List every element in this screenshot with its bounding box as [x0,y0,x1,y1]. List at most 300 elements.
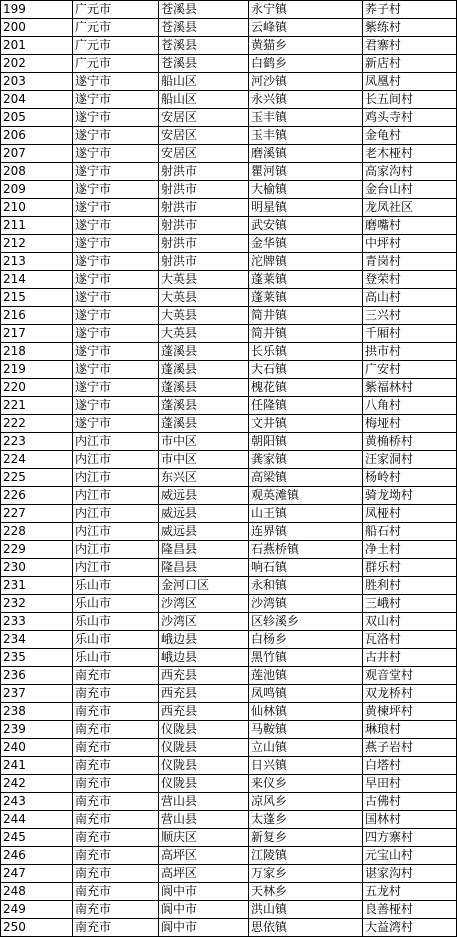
city-cell: 内江市 [73,469,159,487]
row-number-cell: 211 [1,217,73,235]
table-row [1,595,457,613]
county-cell: 西充县 [159,685,249,703]
city-cell: 遂宁市 [73,109,159,127]
table-row [1,685,457,703]
village-cell: 早田村 [363,775,457,793]
county-cell: 威远县 [159,487,249,505]
row-number-cell: 217 [1,325,73,343]
row-number-cell: 235 [1,649,73,667]
city-cell: 南充市 [73,757,159,775]
county-cell: 峨边县 [159,631,249,649]
city-cell: 南充市 [73,865,159,883]
row-number-cell: 215 [1,289,73,307]
county-cell: 船山区 [159,91,249,109]
row-number-cell: 249 [1,901,73,919]
county-cell: 高坪区 [159,847,249,865]
table-row [1,829,457,847]
city-cell: 遂宁市 [73,91,159,109]
county-cell: 营山县 [159,811,249,829]
table-row [1,415,457,433]
village-cell: 大益湾村 [363,919,457,937]
township-cell: 山王镇 [249,505,363,523]
table-row [1,739,457,757]
table-row [1,235,457,253]
city-cell: 遂宁市 [73,199,159,217]
table-row [1,775,457,793]
city-cell: 遂宁市 [73,415,159,433]
township-cell: 云峰镇 [249,19,363,37]
township-cell: 任隆镇 [249,397,363,415]
city-cell: 广元市 [73,55,159,73]
row-number-cell: 225 [1,469,73,487]
city-cell: 南充市 [73,919,159,937]
city-cell: 遂宁市 [73,307,159,325]
village-cell: 燕子岩村 [363,739,457,757]
row-number-cell: 228 [1,523,73,541]
township-cell: 蓬莱镇 [249,271,363,289]
township-cell: 莲池镇 [249,667,363,685]
city-cell: 广元市 [73,19,159,37]
table-row [1,847,457,865]
city-cell: 遂宁市 [73,145,159,163]
table-row [1,361,457,379]
city-cell: 遂宁市 [73,73,159,91]
row-number-cell: 240 [1,739,73,757]
city-cell: 南充市 [73,739,159,757]
row-number-cell: 238 [1,703,73,721]
township-cell: 龚家镇 [249,451,363,469]
row-number-cell: 234 [1,631,73,649]
township-cell: 大榆镇 [249,181,363,199]
city-cell: 遂宁市 [73,325,159,343]
village-cell: 磨嘴村 [363,217,457,235]
county-cell: 阆中市 [159,901,249,919]
city-cell: 内江市 [73,541,159,559]
village-cell: 荞子村 [363,1,457,19]
county-cell: 营山县 [159,793,249,811]
township-cell: 太蓬乡 [249,811,363,829]
row-number-cell: 245 [1,829,73,847]
village-cell: 八角村 [363,397,457,415]
village-cell: 千厢村 [363,325,457,343]
table-row [1,451,457,469]
township-cell: 武安镇 [249,217,363,235]
row-number-cell: 248 [1,883,73,901]
village-cell: 凤桠村 [363,505,457,523]
county-cell: 安居区 [159,109,249,127]
village-cell: 梅垭村 [363,415,457,433]
village-cell: 胜利村 [363,577,457,595]
row-number-cell: 237 [1,685,73,703]
county-cell: 射洪市 [159,163,249,181]
city-cell: 遂宁市 [73,163,159,181]
village-cell: 瓦洛村 [363,631,457,649]
village-cell: 白塔村 [363,757,457,775]
village-cell: 君寨村 [363,37,457,55]
city-cell: 遂宁市 [73,379,159,397]
table-row [1,505,457,523]
township-cell: 蓬莱镇 [249,289,363,307]
village-cell: 长五间村 [363,91,457,109]
county-cell: 安居区 [159,127,249,145]
city-cell: 内江市 [73,433,159,451]
county-cell: 高坪区 [159,865,249,883]
row-number-cell: 220 [1,379,73,397]
county-cell: 威远县 [159,505,249,523]
table-row [1,109,457,127]
city-cell: 遂宁市 [73,253,159,271]
table-row [1,163,457,181]
village-cell: 登荣村 [363,271,457,289]
township-cell: 凤鸣镇 [249,685,363,703]
table-row [1,127,457,145]
city-cell: 遂宁市 [73,289,159,307]
city-cell: 遂宁市 [73,271,159,289]
township-cell: 白鹤乡 [249,55,363,73]
county-cell: 蓬溪县 [159,343,249,361]
table-row [1,811,457,829]
village-cell: 紫练村 [363,19,457,37]
township-cell: 新复乡 [249,829,363,847]
village-cell: 国林村 [363,811,457,829]
row-number-cell: 236 [1,667,73,685]
city-cell: 南充市 [73,685,159,703]
table-row [1,757,457,775]
city-cell: 乐山市 [73,595,159,613]
city-cell: 遂宁市 [73,361,159,379]
township-cell: 江陵镇 [249,847,363,865]
county-cell: 蓬溪县 [159,379,249,397]
county-cell: 东兴区 [159,469,249,487]
row-number-cell: 223 [1,433,73,451]
table-row [1,577,457,595]
table-row [1,703,457,721]
township-cell: 简井镇 [249,307,363,325]
township-cell: 响石镇 [249,559,363,577]
village-cell: 高家沟村 [363,163,457,181]
township-cell: 日兴镇 [249,757,363,775]
township-cell: 万家乡 [249,865,363,883]
township-cell: 黑竹镇 [249,649,363,667]
township-cell: 明星镇 [249,199,363,217]
township-cell: 高梁镇 [249,469,363,487]
row-number-cell: 227 [1,505,73,523]
township-cell: 洪山镇 [249,901,363,919]
table-row [1,379,457,397]
table-row [1,523,457,541]
county-cell: 仪陇县 [159,739,249,757]
row-number-cell: 203 [1,73,73,91]
city-cell: 遂宁市 [73,181,159,199]
village-cell: 凤凰村 [363,73,457,91]
city-cell: 广元市 [73,37,159,55]
row-number-cell: 199 [1,1,73,19]
table-row [1,199,457,217]
township-cell: 槐花镇 [249,379,363,397]
table-row [1,217,457,235]
row-number-cell: 221 [1,397,73,415]
city-cell: 乐山市 [73,613,159,631]
township-cell: 简井镇 [249,325,363,343]
table-row [1,433,457,451]
table-row [1,397,457,415]
village-cell: 谌家沟村 [363,865,457,883]
row-number-cell: 222 [1,415,73,433]
village-cell: 杨岭村 [363,469,457,487]
row-number-cell: 210 [1,199,73,217]
table-row [1,91,457,109]
county-cell: 安居区 [159,145,249,163]
county-cell: 大英县 [159,271,249,289]
city-cell: 南充市 [73,847,159,865]
village-cell: 净土村 [363,541,457,559]
city-cell: 内江市 [73,559,159,577]
township-cell: 文井镇 [249,415,363,433]
row-number-cell: 226 [1,487,73,505]
county-cell: 大英县 [159,325,249,343]
row-number-cell: 250 [1,919,73,937]
city-cell: 遂宁市 [73,127,159,145]
row-number-cell: 216 [1,307,73,325]
village-cell: 古井村 [363,649,457,667]
city-cell: 遂宁市 [73,397,159,415]
county-cell: 大英县 [159,289,249,307]
row-number-cell: 207 [1,145,73,163]
city-cell: 内江市 [73,523,159,541]
table-row [1,559,457,577]
township-cell: 连界镇 [249,523,363,541]
county-cell: 蓬溪县 [159,397,249,415]
village-cell: 鸡头寺村 [363,109,457,127]
county-cell: 金河口区 [159,577,249,595]
township-cell: 长乐镇 [249,343,363,361]
township-cell: 天林乡 [249,883,363,901]
row-number-cell: 205 [1,109,73,127]
row-number-cell: 239 [1,721,73,739]
county-cell: 隆昌县 [159,559,249,577]
county-cell: 市中区 [159,451,249,469]
city-cell: 南充市 [73,703,159,721]
county-cell: 船山区 [159,73,249,91]
row-number-cell: 229 [1,541,73,559]
city-cell: 南充市 [73,901,159,919]
township-cell: 区轸溪乡 [249,613,363,631]
village-cell: 青岗村 [363,253,457,271]
county-cell: 射洪市 [159,253,249,271]
row-number-cell: 246 [1,847,73,865]
county-cell: 苍溪县 [159,37,249,55]
table-row [1,649,457,667]
row-number-cell: 230 [1,559,73,577]
city-cell: 遂宁市 [73,343,159,361]
county-cell: 大英县 [159,307,249,325]
row-number-cell: 200 [1,19,73,37]
township-cell: 凉风乡 [249,793,363,811]
row-number-cell: 212 [1,235,73,253]
township-cell: 思依镇 [249,919,363,937]
village-cell: 金台山村 [363,181,457,199]
township-cell: 瞿河镇 [249,163,363,181]
county-cell: 仪陇县 [159,757,249,775]
city-cell: 内江市 [73,487,159,505]
table-row [1,793,457,811]
village-cell: 四方寨村 [363,829,457,847]
table-row [1,487,457,505]
township-cell: 大石镇 [249,361,363,379]
row-number-cell: 241 [1,757,73,775]
township-cell: 沱牌镇 [249,253,363,271]
table-row [1,541,457,559]
city-cell: 乐山市 [73,631,159,649]
township-cell: 来仪乡 [249,775,363,793]
county-cell: 隆昌县 [159,541,249,559]
township-cell: 仙林镇 [249,703,363,721]
row-number-cell: 247 [1,865,73,883]
table-row [1,883,457,901]
table-body [1,1,457,937]
table-row [1,37,457,55]
county-cell: 射洪市 [159,199,249,217]
township-cell: 立山镇 [249,739,363,757]
county-cell: 蓬溪县 [159,415,249,433]
row-number-cell: 224 [1,451,73,469]
township-cell: 永和镇 [249,577,363,595]
table-row [1,901,457,919]
table-row [1,73,457,91]
row-number-cell: 206 [1,127,73,145]
row-number-cell: 208 [1,163,73,181]
village-cell: 五龙村 [363,883,457,901]
village-cell: 观音堂村 [363,667,457,685]
row-number-cell: 209 [1,181,73,199]
table-row [1,919,457,937]
county-cell: 西充县 [159,703,249,721]
row-number-cell: 233 [1,613,73,631]
table-row [1,631,457,649]
village-cell: 双山村 [363,613,457,631]
table-row [1,253,457,271]
village-cell: 拱市村 [363,343,457,361]
table-row [1,19,457,37]
village-cell: 元宝山村 [363,847,457,865]
row-number-cell: 201 [1,37,73,55]
row-number-cell: 232 [1,595,73,613]
table-row [1,469,457,487]
county-cell: 苍溪县 [159,55,249,73]
row-number-cell: 231 [1,577,73,595]
county-cell: 苍溪县 [159,19,249,37]
city-cell: 遂宁市 [73,217,159,235]
county-cell: 沙湾区 [159,595,249,613]
township-cell: 马鞍镇 [249,721,363,739]
village-cell: 金龟村 [363,127,457,145]
county-cell: 市中区 [159,433,249,451]
village-cell: 良善桠村 [363,901,457,919]
county-cell: 仪陇县 [159,775,249,793]
city-cell: 南充市 [73,883,159,901]
row-number-cell: 244 [1,811,73,829]
township-cell: 永宁镇 [249,1,363,19]
city-cell: 南充市 [73,829,159,847]
county-cell: 威远县 [159,523,249,541]
row-number-cell: 214 [1,271,73,289]
village-cell: 龙凤社区 [363,199,457,217]
city-cell: 南充市 [73,667,159,685]
village-cell: 老木桠村 [363,145,457,163]
city-cell: 乐山市 [73,577,159,595]
village-cell: 汪家洞村 [363,451,457,469]
county-cell: 沙湾区 [159,613,249,631]
township-cell: 观英滩镇 [249,487,363,505]
village-cell: 群乐村 [363,559,457,577]
county-cell: 射洪市 [159,181,249,199]
county-cell: 苍溪县 [159,1,249,19]
city-cell: 内江市 [73,505,159,523]
village-cell: 船石村 [363,523,457,541]
row-number-cell: 219 [1,361,73,379]
table-row [1,145,457,163]
table-row [1,613,457,631]
table-row [1,865,457,883]
township-cell: 沙湾镇 [249,595,363,613]
village-cell: 骑龙坳村 [363,487,457,505]
county-cell: 西充县 [159,667,249,685]
city-cell: 南充市 [73,811,159,829]
table-row [1,667,457,685]
table-row [1,1,457,19]
township-cell: 永兴镇 [249,91,363,109]
county-cell: 射洪市 [159,217,249,235]
village-cell: 三峨村 [363,595,457,613]
table-row [1,289,457,307]
table-row [1,721,457,739]
village-cell: 古佛村 [363,793,457,811]
township-cell: 玉丰镇 [249,127,363,145]
county-cell: 阆中市 [159,919,249,937]
village-cell: 琳琅村 [363,721,457,739]
village-cell: 双龙桥村 [363,685,457,703]
city-cell: 内江市 [73,451,159,469]
village-cell: 中坪村 [363,235,457,253]
township-cell: 黄猫乡 [249,37,363,55]
village-cell: 广安村 [363,361,457,379]
township-cell: 金华镇 [249,235,363,253]
county-cell: 蓬溪县 [159,361,249,379]
village-cell: 三兴村 [363,307,457,325]
city-cell: 南充市 [73,793,159,811]
row-number-cell: 218 [1,343,73,361]
township-cell: 玉丰镇 [249,109,363,127]
county-cell: 顺庆区 [159,829,249,847]
city-cell: 遂宁市 [73,235,159,253]
row-number-cell: 243 [1,793,73,811]
row-number-cell: 213 [1,253,73,271]
county-cell: 峨边县 [159,649,249,667]
township-cell: 朝阳镇 [249,433,363,451]
village-cell: 黄楝坪村 [363,703,457,721]
row-number-cell: 204 [1,91,73,109]
township-cell: 白杨乡 [249,631,363,649]
county-cell: 阆中市 [159,883,249,901]
city-cell: 南充市 [73,775,159,793]
table-row [1,181,457,199]
township-cell: 石燕桥镇 [249,541,363,559]
village-cell: 黄桷桥村 [363,433,457,451]
city-cell: 乐山市 [73,649,159,667]
township-cell: 河沙镇 [249,73,363,91]
city-cell: 广元市 [73,1,159,19]
county-cell: 仪陇县 [159,721,249,739]
